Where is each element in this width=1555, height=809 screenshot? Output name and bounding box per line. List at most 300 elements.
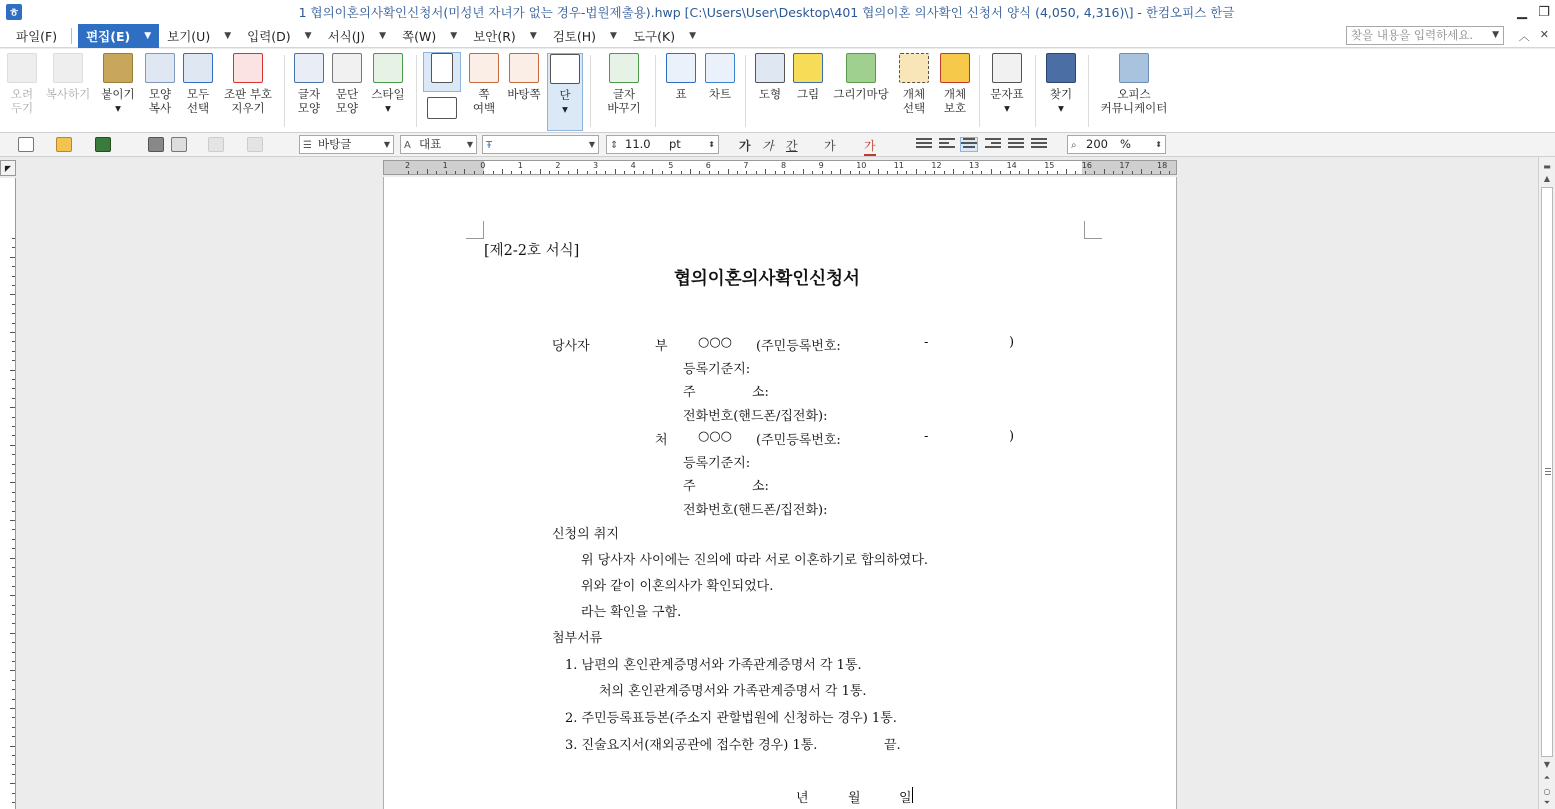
ruler-number: 11	[893, 161, 904, 170]
ruler-tick	[1169, 171, 1170, 174]
husband-reg-base: 등록기준지:	[683, 362, 751, 377]
ruler-tick	[464, 169, 465, 174]
font-size-icon: ⇕	[610, 140, 619, 151]
table-icon	[666, 53, 696, 83]
menu-insert[interactable]: 입력(D) ▼	[247, 28, 312, 44]
date-month: 월	[848, 791, 861, 806]
copy-button[interactable]: 복사하기	[42, 53, 94, 101]
ruler-number: 3	[593, 161, 599, 170]
ruler-tick	[12, 614, 15, 615]
menu-page[interactable]: 쪽(W) ▼	[402, 28, 458, 44]
ruler-tick	[963, 171, 964, 174]
crop-mark	[1084, 221, 1102, 239]
ribbon-separator	[655, 55, 656, 127]
ruler-number: 18	[1157, 161, 1168, 170]
wife-addr-a: 주	[683, 479, 696, 494]
redo-icon[interactable]	[247, 137, 263, 152]
menu-security[interactable]: 보안(R) ▼	[473, 28, 537, 44]
style-button[interactable]: 스타일 ▾	[368, 53, 408, 115]
ruler-tick	[10, 257, 15, 258]
ruler-tick	[699, 171, 700, 174]
page-margin-button[interactable]: 쪽 여백	[466, 53, 502, 115]
paragraph-icon	[332, 53, 362, 83]
copy-icon	[53, 53, 83, 83]
spinner-icon[interactable]: ⬍	[1155, 140, 1162, 149]
drawing-icon	[846, 53, 876, 83]
ruler-tick	[12, 464, 15, 465]
bold-button[interactable]: 가	[739, 139, 751, 153]
ribbon-separator	[745, 55, 746, 127]
ruler-tick	[10, 708, 15, 709]
rrn-close: )	[1009, 429, 1015, 444]
ruler-tick	[1010, 171, 1011, 174]
page-bg-button[interactable]: 바탕쪽	[505, 53, 543, 101]
ruler-tick	[493, 171, 494, 174]
drawing-madang-button[interactable]: 그리기마당	[830, 53, 892, 101]
ruler-tick	[568, 171, 569, 174]
menu-tools[interactable]: 도구(K) ▼	[632, 28, 696, 44]
ruler-tick	[12, 501, 15, 502]
underline-button[interactable]: 간	[786, 139, 798, 153]
char-shape-button[interactable]: 글자 모양	[292, 53, 326, 115]
ruler-tick	[1028, 169, 1029, 174]
crop-mark	[466, 221, 484, 239]
wife-label: 처	[655, 433, 668, 448]
scroll-thumb[interactable]	[1541, 187, 1553, 757]
margin-icon	[469, 53, 499, 83]
ruler-tick	[1132, 171, 1133, 174]
purpose-line: 라는 확인을 구함.	[581, 605, 682, 620]
undo-icon[interactable]	[208, 137, 224, 152]
scroll-up-icon[interactable]: ▲	[1543, 173, 1551, 183]
ruler-tick	[12, 567, 15, 568]
ruler-tick	[596, 171, 597, 174]
next-page-icon[interactable]: ⏷	[1543, 798, 1551, 807]
ruler-number: 13	[969, 161, 980, 170]
chevron-down-icon: ▼	[144, 30, 152, 41]
scroll-split-icon[interactable]: ▬	[1543, 161, 1551, 171]
select-browse-icon[interactable]: ○	[1543, 786, 1551, 796]
ruler-tick	[925, 171, 926, 174]
window-title: 1 협의이혼의사확인신청서(미성년 자녀가 없는 경우-법원제출용).hwp [C:\Users\User\Desktop\401 협의이혼 의사확인 신청서 양식 (4,050, 4,316)\] - 한컴오피스 한글	[298, 5, 1235, 20]
chevron-down-icon: ▼	[466, 140, 473, 149]
restore-button[interactable]: ❐	[1538, 4, 1550, 20]
font-language-select[interactable]: A 대표 ▼	[400, 135, 477, 154]
ruler-tick	[12, 623, 15, 624]
ruler-tick	[10, 746, 15, 747]
ruler-tick	[10, 332, 15, 333]
print-icon[interactable]	[148, 137, 164, 152]
party-label: 당사자	[552, 339, 590, 354]
style-select[interactable]: ☰ 바탕글 ▼	[299, 135, 394, 154]
ruler-tick	[1000, 171, 1001, 174]
new-doc-icon[interactable]	[18, 137, 34, 152]
ruler-tick	[10, 595, 15, 596]
chevron-down-icon: ▼	[610, 30, 617, 41]
ruler-tick	[681, 171, 682, 174]
ruler-tick	[10, 482, 15, 483]
ruler-corner-button[interactable]: ◤	[0, 160, 16, 176]
ruler-number: 7	[743, 161, 749, 170]
para-shape-button[interactable]: 문단 모양	[330, 53, 364, 115]
page-orientation-button[interactable]	[423, 52, 461, 92]
align-distribute-icon[interactable]	[1008, 138, 1024, 151]
align-right-icon[interactable]	[985, 138, 1001, 151]
ruler-tick	[1085, 171, 1086, 174]
paste-button[interactable]: 붙이기 ▾	[98, 53, 138, 115]
wife-name: ○○○	[698, 429, 733, 444]
print-preview-icon[interactable]	[171, 137, 187, 152]
collapse-ribbon-icon[interactable]: ︿	[1518, 30, 1530, 43]
ruler-tick	[12, 727, 15, 728]
ruler-tick	[427, 169, 428, 174]
picture-button[interactable]: 그림	[792, 53, 824, 101]
ruler-tick	[916, 169, 917, 174]
husband-label: 부	[655, 339, 668, 354]
text-caret	[912, 787, 913, 803]
ruler-tick	[822, 171, 823, 174]
wife-reg-base: 등록기준지:	[683, 456, 751, 471]
ruler-tick	[12, 605, 15, 606]
ruler-tick	[12, 511, 15, 512]
ruler-tick	[587, 171, 588, 174]
ruler-tick	[10, 783, 15, 784]
chevron-down-icon: ▼	[304, 30, 312, 41]
husband-rrn-label: (주민등록번호:	[756, 339, 841, 354]
ruler-tick	[10, 294, 15, 295]
align-justify-icon[interactable]	[916, 138, 932, 151]
document-title: 협의이혼의사확인신청서	[674, 269, 860, 289]
form-number: [제2-2호 서식]	[484, 243, 580, 259]
ruler-tick	[803, 169, 804, 174]
clear-marks-button[interactable]: 조판 부호 지우기	[219, 53, 277, 115]
ruler-tick	[840, 169, 841, 174]
ruler-number: 9	[818, 161, 824, 170]
close-doc-icon[interactable]: ✕	[1539, 28, 1549, 41]
document-page[interactable]	[383, 177, 1177, 809]
ruler-tick	[417, 171, 418, 174]
ruler-tick	[12, 764, 15, 765]
ruler-tick	[793, 171, 794, 174]
chevron-down-icon: ▼	[689, 30, 696, 41]
ruler-tick	[1151, 171, 1152, 174]
ruler-tick	[12, 774, 15, 775]
ruler-tick	[12, 736, 15, 737]
ruler-tick	[746, 171, 747, 174]
menu-view[interactable]: 보기(U) ▼	[167, 28, 232, 44]
select-all-button[interactable]: 모두 선택	[181, 53, 215, 115]
ruler-tick	[10, 670, 15, 671]
symbol-icon	[992, 53, 1022, 83]
find-button[interactable]: 찾기 ▾	[1043, 53, 1079, 115]
align-divide-icon[interactable]	[1031, 138, 1047, 151]
ruler-tick	[12, 652, 15, 653]
style-icon: ☰	[303, 140, 312, 151]
ruler-tick	[12, 529, 15, 530]
format-brush-icon	[145, 53, 175, 83]
chevron-down-icon: ▼	[383, 140, 390, 149]
ruler-tick	[12, 576, 15, 577]
ruler-number: 8	[781, 161, 787, 170]
cut-button[interactable]: 오려 두기	[6, 53, 38, 115]
ruler-tick	[1047, 171, 1048, 174]
ruler-tick	[10, 520, 15, 521]
vertical-scrollbar[interactable]	[1538, 157, 1555, 809]
ruler-tick	[991, 169, 992, 174]
style-icon	[373, 53, 403, 83]
ruler-tick	[12, 539, 15, 540]
ruler-tick	[10, 558, 15, 559]
ruler-tick	[408, 171, 409, 174]
chevron-down-icon: ▼	[529, 30, 537, 41]
ruler-tick	[1141, 169, 1142, 174]
ruler-tick	[972, 171, 973, 174]
purpose-line: 위와 같이 이혼의사가 확인되었다.	[581, 579, 774, 594]
husband-name: ○○○	[698, 335, 733, 350]
ruler-number: 14	[1006, 161, 1017, 170]
ribbon-separator	[1035, 55, 1036, 127]
ruler-tick	[12, 388, 15, 389]
chevron-down-icon: ▼	[450, 30, 458, 41]
ruler-tick	[775, 171, 776, 174]
ruler-tick	[12, 435, 15, 436]
ruler-tick	[615, 169, 616, 174]
ruler-tick	[1057, 171, 1058, 174]
ruler-number: 2	[405, 161, 411, 170]
vertical-ruler[interactable]	[0, 178, 16, 809]
attach-end: 끝.	[884, 738, 901, 753]
scroll-down-icon[interactable]: ▼	[1543, 759, 1551, 769]
shape-icon	[755, 53, 785, 83]
ruler-tick	[756, 171, 757, 174]
ruler-tick	[12, 689, 15, 690]
ribbon-separator	[1088, 55, 1089, 127]
ribbon-separator	[416, 55, 417, 127]
ruler-number: 5	[668, 161, 674, 170]
prev-page-icon[interactable]: ⏶	[1543, 773, 1551, 782]
ruler-tick	[549, 171, 550, 174]
ruler-tick	[878, 169, 879, 174]
chevron-down-icon: ▼	[588, 140, 595, 149]
page-landscape-button[interactable]	[425, 97, 459, 123]
landscape-page-icon	[427, 97, 457, 119]
ruler-number: 16	[1081, 161, 1092, 170]
ruler-tick	[718, 171, 719, 174]
wife-phone: 전화번호(핸드폰/집전화):	[683, 503, 828, 518]
ruler-tick	[671, 171, 672, 174]
menu-right-controls	[1519, 28, 1549, 44]
ruler-tick	[12, 680, 15, 681]
columns-icon	[550, 54, 580, 84]
ruler-tick	[1104, 169, 1105, 174]
ruler-tick	[953, 169, 954, 174]
ruler-tick	[10, 407, 15, 408]
ruler-tick	[455, 171, 456, 174]
ruler-tick	[10, 370, 15, 371]
ruler-tick	[12, 351, 15, 352]
ruler-tick	[12, 586, 15, 587]
ruler-tick	[12, 360, 15, 361]
menu-review[interactable]: 검토(H) ▼	[552, 28, 617, 44]
ruler-tick	[605, 171, 606, 174]
ruler-tick	[12, 642, 15, 643]
ruler-tick	[12, 276, 15, 277]
ruler-tick	[12, 379, 15, 380]
purpose-label: 신청의 취지	[552, 527, 619, 542]
ruler-tick	[521, 171, 522, 174]
ruler-tick	[690, 169, 691, 174]
wife-addr-b: 소:	[752, 479, 769, 494]
ruler-tick	[737, 171, 738, 174]
ruler-number: 0	[480, 161, 486, 170]
ruler-tick	[10, 633, 15, 634]
format-toolbar	[0, 133, 1555, 157]
ruler-tick	[12, 313, 15, 314]
ruler-tick	[765, 169, 766, 174]
font-name-select[interactable]	[482, 135, 599, 154]
attach-item: 3. 진술요지서(재외공관에 접수한 경우) 1통.	[565, 738, 818, 753]
clear-x-icon	[233, 53, 263, 83]
husband-addr-a: 주	[683, 385, 696, 400]
ruler-tick	[662, 171, 663, 174]
ruler-number: 12	[931, 161, 942, 170]
ruler-tick	[12, 304, 15, 305]
ruler-number: 15	[1044, 161, 1055, 170]
ruler-tick	[887, 171, 888, 174]
menu-format[interactable]: 서식(J) ▼	[327, 28, 387, 44]
ruler-tick	[12, 492, 15, 493]
ruler-number: 10	[856, 161, 867, 170]
purpose-line: 위 당사자 사이에는 진의에 따라 서로 이혼하기로 합의하였다.	[581, 553, 929, 568]
columns-button[interactable]: 단 ▾	[547, 53, 583, 131]
ruler-tick	[1122, 171, 1123, 174]
ribbon	[0, 49, 1555, 133]
attach-item: 2. 주민등록표등본(주소지 관할법원에 신청하는 경우) 1통.	[565, 711, 897, 726]
zoom-input[interactable]: ⌕ 200 % ⬍	[1067, 135, 1166, 154]
ruler-tick	[558, 171, 559, 174]
ruler-tick	[12, 802, 15, 803]
char-shape-icon	[294, 53, 324, 83]
husband-phone: 전화번호(핸드폰/집전화):	[683, 409, 828, 424]
char-change-button[interactable]: 글자 바꾸기	[601, 53, 647, 115]
align-left-icon[interactable]	[939, 138, 955, 151]
strike-button[interactable]: 가	[824, 139, 836, 153]
search-input[interactable]: 찾을 내용을 입력하세요. ▼	[1346, 26, 1504, 45]
ruler-tick	[12, 454, 15, 455]
ruler-tick	[1019, 171, 1020, 174]
horizontal-ruler[interactable]	[383, 160, 1177, 175]
menu-bar	[0, 24, 1555, 48]
italic-button[interactable]: 가	[762, 139, 774, 153]
wife-rrn-label: (주민등록번호:	[756, 433, 841, 448]
menu-edit[interactable]: 편집(E) ▼	[78, 24, 159, 48]
rrn-dash: -	[924, 335, 929, 350]
object-protect-button[interactable]: 개체 보호	[938, 53, 972, 115]
ribbon-separator	[590, 55, 591, 127]
ruler-tick	[436, 171, 437, 174]
date-year: 년	[796, 791, 809, 806]
hwp-app-icon[interactable]: ㅎ	[6, 4, 22, 20]
attach-item: 1. 남편의 혼인관계증명서와 가족관계증명서 각 1통.	[565, 658, 862, 673]
ruler-number: 1	[442, 161, 448, 170]
ruler-tick	[831, 171, 832, 174]
ruler-tick	[12, 398, 15, 399]
spinner-icon[interactable]: ⬍	[708, 140, 715, 149]
title-bar	[0, 0, 1555, 24]
ruler-tick	[12, 341, 15, 342]
table-button[interactable]: 표	[664, 53, 698, 101]
ruler-tick	[812, 171, 813, 174]
clipboard-icon	[103, 53, 133, 83]
ruler-tick	[12, 473, 15, 474]
open-folder-icon[interactable]	[56, 137, 72, 152]
minimize-button[interactable]: ▁	[1517, 4, 1527, 20]
object-select-button[interactable]: 개체 선택	[897, 53, 931, 115]
ruler-tick	[1038, 171, 1039, 174]
ruler-tick	[12, 417, 15, 418]
symbol-button[interactable]: 문자표 ▾	[987, 53, 1027, 115]
format-copy-button[interactable]: 모양 복사	[143, 53, 177, 115]
picture-icon	[793, 53, 823, 83]
ruler-tick	[934, 171, 935, 174]
save-icon[interactable]	[95, 137, 111, 152]
grip-icon	[1545, 468, 1551, 477]
ruler-tick	[643, 171, 644, 174]
page-bg-icon	[509, 53, 539, 83]
ruler-tick	[530, 171, 531, 174]
shape-button[interactable]: 도형	[752, 53, 788, 101]
ruler-tick	[897, 171, 898, 174]
ruler-number: 4	[630, 161, 636, 170]
font-color-button[interactable]: 가	[864, 137, 876, 156]
ruler-tick	[474, 171, 475, 174]
rrn-dash: -	[924, 429, 929, 444]
ruler-number: 17	[1119, 161, 1130, 170]
ruler-tick	[12, 661, 15, 662]
font-size-input[interactable]: ⇕ 11.0 pt ⬍	[606, 135, 719, 154]
ruler-tick	[540, 169, 541, 174]
ruler-tick	[850, 171, 851, 174]
ruler-tick	[869, 171, 870, 174]
bar-chart-icon	[705, 53, 735, 83]
object-select-icon	[899, 53, 929, 83]
ruler-tick	[624, 171, 625, 174]
ruler-tick	[12, 285, 15, 286]
attach-item: 처의 혼인관계증명서와 가족관계증명서 각 1통.	[599, 684, 867, 699]
char-change-icon	[609, 53, 639, 83]
truetype-icon: Ŧ	[486, 140, 493, 151]
ruler-tick	[944, 171, 945, 174]
ribbon-separator	[979, 55, 980, 127]
menu-file[interactable]: 파일(F)	[16, 28, 58, 44]
ruler-tick	[12, 323, 15, 324]
scissors-icon	[7, 53, 37, 83]
rrn-close: )	[1009, 335, 1015, 350]
ruler-tick	[446, 171, 447, 174]
ruler-tick	[1160, 171, 1161, 174]
office-communicator-button[interactable]: 오피스 커뮤니케이터	[1096, 53, 1172, 115]
people-icon	[1119, 53, 1149, 83]
ruler-tick	[784, 171, 785, 174]
ruler-tick	[859, 171, 860, 174]
ruler-tick	[634, 171, 635, 174]
ruler-tick	[10, 445, 15, 446]
ruler-number: 1	[517, 161, 523, 170]
ruler-tick	[1066, 169, 1067, 174]
chevron-down-icon[interactable]: ▼	[1492, 30, 1499, 40]
align-center-icon[interactable]	[961, 138, 977, 151]
chart-button[interactable]: 차트	[703, 53, 737, 101]
